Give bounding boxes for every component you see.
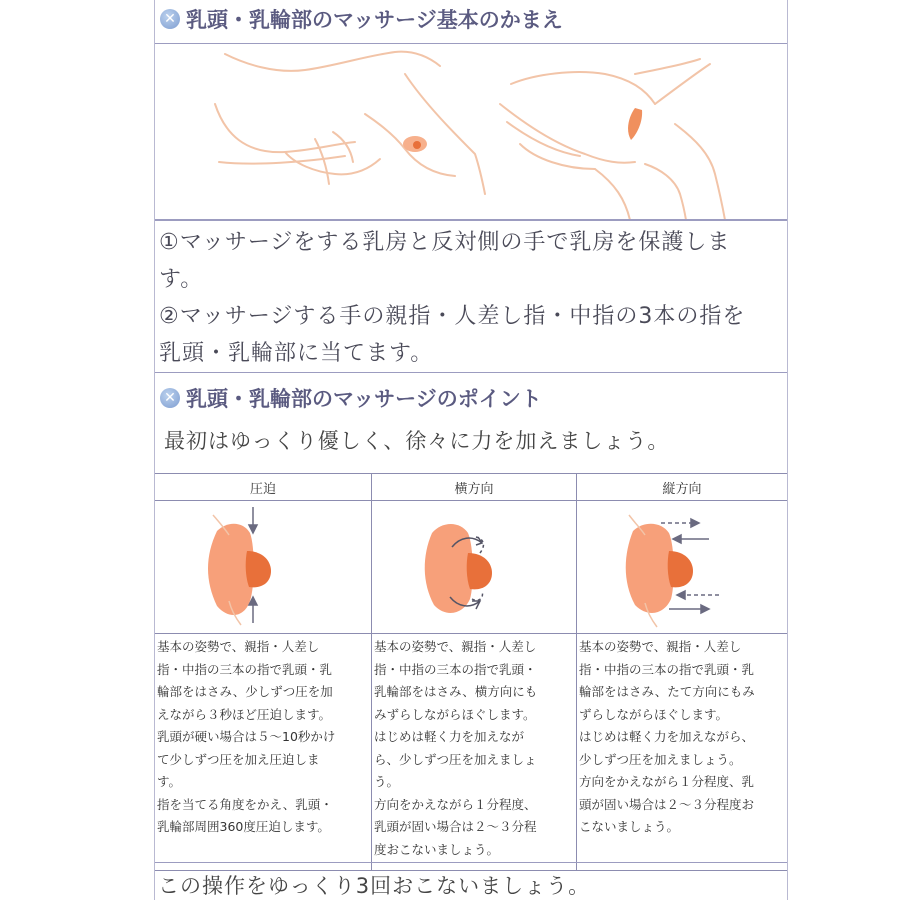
footer-divider [154, 862, 788, 863]
description-line: ら、少しずつ圧を加えましょ [374, 751, 537, 767]
page [154, 0, 788, 900]
description-line: 乳頭が硬い場合は５〜10秒かけ [157, 729, 336, 744]
description-line: 度おこないましょう。 [374, 841, 500, 857]
description-line: 頭が固い場合は２〜３分程度お [579, 796, 755, 812]
header-vertical: 縦方向 [577, 474, 788, 501]
compression-description [155, 634, 372, 871]
section-heading-basic-posture [154, 0, 788, 38]
instruction-line: ①マッサージをする乳房と反対側の手で乳房を保護しま [159, 230, 731, 255]
horizontal-diagram [372, 501, 577, 629]
compression-diagram [155, 501, 372, 629]
instruction-line: ②マッサージする手の親指・人差し指・中指の3本の指を [159, 304, 746, 329]
description-line: 指・中指の三本の指で乳頭・乳 [157, 661, 333, 677]
footer-text: この操作をゆっくり3回おこないましょう。 [158, 874, 591, 898]
posture-illustration [155, 44, 787, 220]
description-line: 指を当てる角度をかえ、乳頭・ [157, 796, 333, 812]
description-line: て少しずつ圧を加え圧迫しま [157, 751, 320, 767]
left-rule [154, 0, 155, 900]
description-line: 基本の姿勢で、親指・人差し [157, 639, 320, 654]
description-line: 乳頭が固い場合は２〜３分程 [374, 819, 537, 834]
description-line: 基本の姿勢で、親指・人差し [374, 639, 537, 654]
description-line: 指・中指の三本の指で乳頭・ [374, 661, 537, 677]
instruction-line: 乳頭・乳輪部に当てます。 [159, 341, 434, 366]
header-compression: 圧迫 [155, 474, 372, 501]
description-line: 方向をかえながら１分程度、 [374, 796, 537, 812]
section-title: 乳頭・乳輪部のマッサージ基本のかまえ [186, 8, 563, 32]
description-line: 輪部をはさみ、たて方向にもみ [579, 684, 755, 699]
instructions-text [155, 220, 787, 372]
description-line: えながら３秒ほど圧迫します。 [157, 706, 332, 722]
description-line: 指・中指の三本の指で乳頭・乳 [579, 661, 755, 677]
description-line: う。 [374, 774, 400, 789]
instruction-line: す。 [159, 267, 204, 292]
header-horizontal: 横方向 [372, 474, 577, 501]
vertical-diagram-cell [577, 501, 788, 634]
description-line: はじめは軽く力を加えなが [374, 729, 525, 744]
lead-text: 最初はゆっくり優しく、徐々に力を加えましょう。 [164, 429, 670, 453]
compression-diagram-cell [155, 501, 372, 634]
vertical-description [577, 634, 788, 871]
description-line: ずらしながらほぐします。 [579, 706, 729, 722]
section-title: 乳頭・乳輪部のマッサージのポイント [186, 387, 542, 411]
description-line: こないましょう。 [579, 819, 680, 834]
posture-instructions [154, 219, 788, 373]
description-line: みずらしながらほぐします。 [374, 706, 536, 722]
description-line: 乳輪部周囲360度圧迫します。 [157, 819, 330, 834]
description-line: 輪部をはさみ、少しずつ圧を加 [157, 684, 333, 699]
description-line: 基本の姿勢で、親指・人差し [579, 639, 742, 654]
close-circle-icon: ✕ [160, 9, 180, 29]
description-line: 方向をかえながら１分程度、乳 [579, 774, 755, 789]
close-circle-icon: ✕ [160, 388, 180, 408]
section-heading-points [154, 379, 788, 417]
description-line: 少しずつ圧を加えましょう。 [579, 751, 742, 767]
right-rule [787, 0, 788, 900]
vertical-diagram [577, 501, 788, 629]
posture-illustration-box [154, 43, 788, 221]
description-line: 乳輪部をはさみ、横方向にも [374, 684, 538, 699]
technique-table [154, 473, 788, 871]
horizontal-diagram-cell [372, 501, 577, 634]
description-line: はじめは軽く力を加えながら、 [579, 729, 755, 744]
description-line: す。 [157, 774, 182, 789]
horizontal-description [372, 634, 577, 871]
